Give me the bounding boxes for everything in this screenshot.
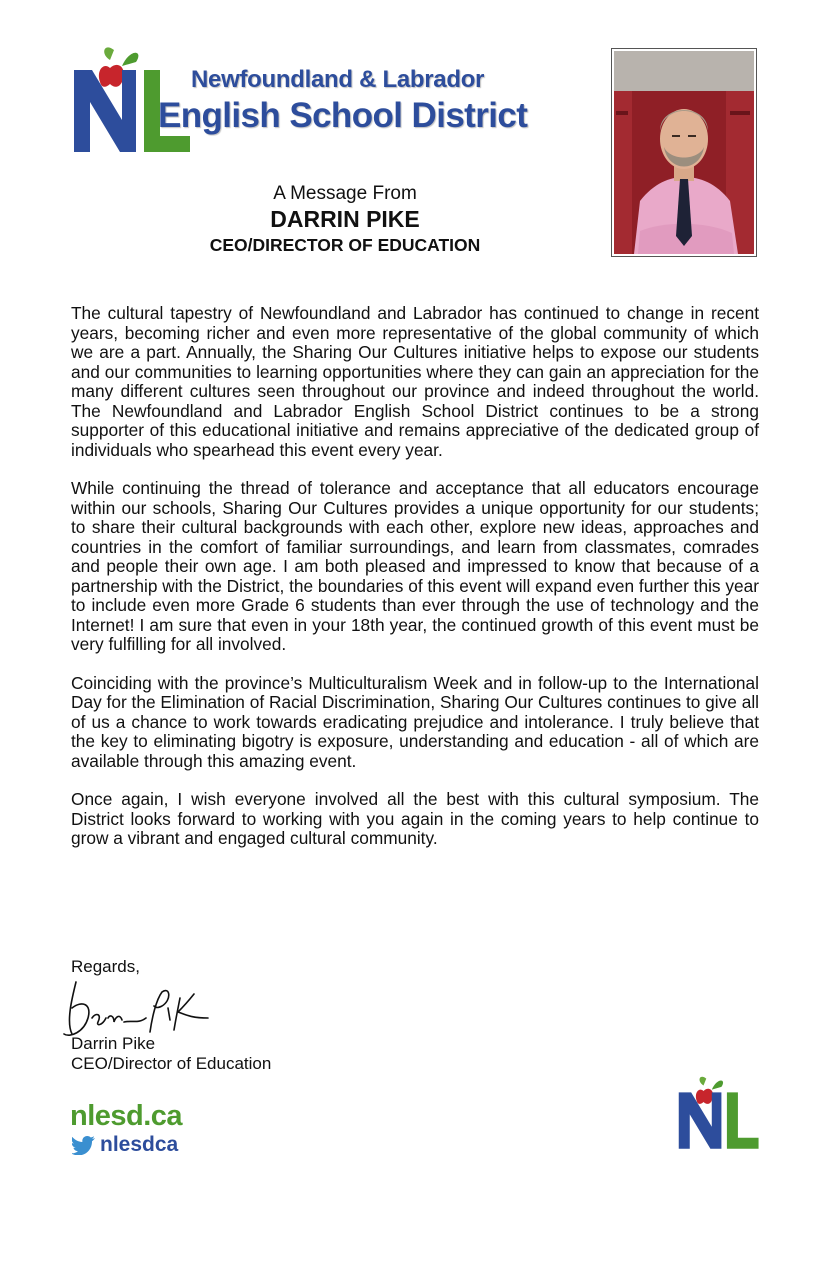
body-paragraph: Coinciding with the province’s Multiculturalism Week and in follow-up to the International Day for the Elimination of Racial Discrimination, Sharing Our Cultures continues to give all of us a chance to work towards eradicating prejudice and intolerance. I truly believe that the key to eliminating bigotry is exposure, understanding and education - all of which are available through this amazing event. <box>71 672 759 771</box>
logo-line2: English School District <box>158 96 528 135</box>
body-paragraph: Once again, I wish everyone involved all the best with this cultural symposium. The District looks forward to working with you again in the coming years to help continue to grow a vibrant and engaged cultural community. <box>71 789 759 848</box>
body-paragraph: While continuing the thread of tolerance and acceptance that all educators encourage within our schools, Sharing Our Cultures provides a unique opportunity for our students; to share their cultural backgrounds with each other, explore new ideas, approaches and countries in the comfort of familiar surroundings, and learn from classmates, comrades and people their own age. I am both pleased and impressed to know that because of a partnership with the District, the boundaries of this event will expand even further this year to include even more Grade 6 students than ever through the use of technology and the Internet! I am sure that even in your 18th year, the continued growth of this event must be very fulfilling for all involved. <box>71 478 759 654</box>
logo-line1: Newfoundland & Labrador <box>191 66 485 93</box>
twitter-link[interactable] <box>72 1133 178 1157</box>
signer-title: CEO/Director of Education <box>71 1054 272 1073</box>
message-body <box>71 304 759 868</box>
message-heading <box>150 183 540 257</box>
twitter-handle: nlesdca <box>100 1133 179 1156</box>
heading-intro: A Message From <box>273 183 417 204</box>
district-logo <box>70 40 570 160</box>
nl-logo-small <box>676 1070 762 1161</box>
portrait-photo <box>611 48 757 257</box>
heading-name: DARRIN PIKE <box>270 206 420 232</box>
salutation: Regards, <box>71 957 140 976</box>
signer-block <box>71 1034 271 1074</box>
website-link[interactable]: nlesd.ca <box>70 1100 183 1132</box>
bird-icon <box>72 1135 96 1155</box>
body-paragraph: The cultural tapestry of Newfoundland and Labrador has continued to change in recent years, becoming richer and even more representative of the global community of which we are a part. Annually, the Sharing Our Cultures initiative helps to expose our students and our communities to learning opportunities where they can gain an appreciation for the many different cultures seen throughout our province and indeed throughout the world. The Newfoundland and Labrador English School District continues to be a strong supporter of this educational initiative and remains appreciative of the dedicated group of individuals who spearhead this event every year. <box>71 303 759 460</box>
signer-name: Darrin Pike <box>71 1034 156 1053</box>
heading-title: CEO/DIRECTOR OF EDUCATION <box>209 235 481 255</box>
